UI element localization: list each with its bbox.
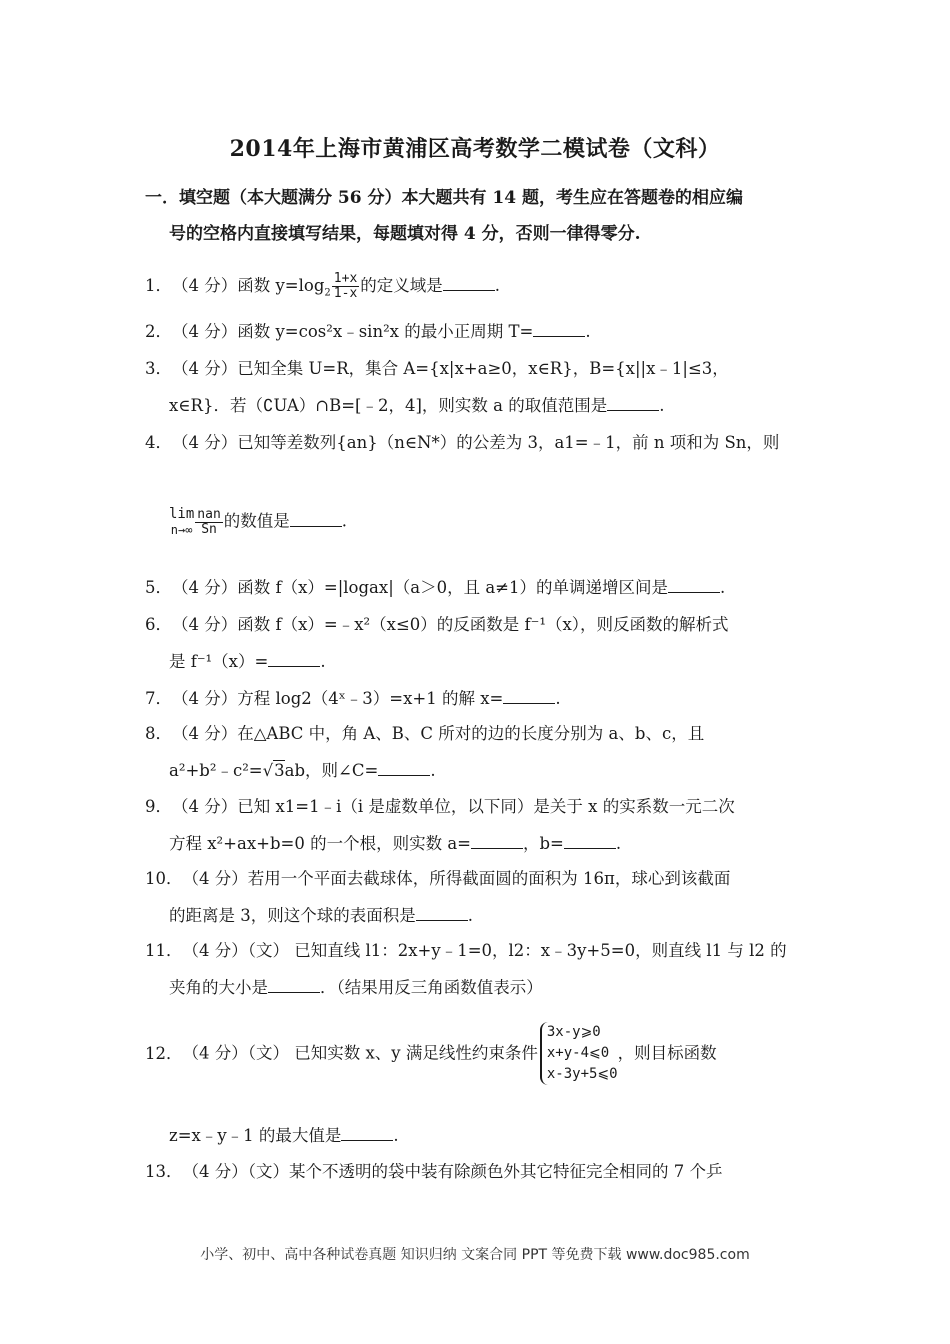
answer-blank[interactable]: [341, 1126, 393, 1141]
question-3-cont: [169, 396, 831, 416]
question-7: [145, 689, 807, 709]
punctuation: .: [555, 689, 561, 708]
question-6: [145, 615, 807, 635]
fraction-numerator: 1+x: [333, 271, 358, 286]
fraction-denominator: 1-x: [333, 286, 358, 301]
question-text: ．（结果用反三角函数值表示）: [320, 978, 543, 997]
punctuation: .: [494, 276, 501, 295]
limit-subscript: n→∞: [170, 523, 193, 537]
punctuation: .: [341, 511, 348, 531]
fraction-numerator: nan: [197, 506, 221, 522]
question-number: 10．: [145, 869, 183, 888]
sqrt-radicand: 3: [274, 761, 285, 780]
question-12: [145, 1022, 807, 1085]
question-number: 5．: [145, 578, 172, 597]
question-text: ab，则∠C=: [284, 761, 379, 780]
answer-blank-b[interactable]: [564, 834, 616, 849]
punctuation: .: [430, 761, 436, 780]
question-text: 的距离是 3，则这个球的表面积是: [169, 906, 416, 925]
section-instructions: [145, 180, 807, 252]
question-2: [145, 322, 807, 342]
answer-blank[interactable]: [268, 978, 320, 993]
question-text: 是 f⁻¹（x）=: [169, 652, 269, 671]
punctuation: .: [467, 906, 473, 925]
answer-blank[interactable]: [607, 396, 659, 411]
question-number: 13．: [145, 1162, 183, 1181]
answer-blank[interactable]: [416, 906, 468, 921]
constraint-3: x-3y+5⩽0: [546, 1066, 618, 1082]
punctuation: .: [720, 578, 726, 597]
question-11-cont: [169, 978, 831, 998]
question-text: z=x﹣y﹣1 的最大值是: [169, 1126, 342, 1145]
question-text: 的数值是: [223, 511, 290, 531]
question-10-cont: [169, 906, 831, 926]
question-8: [145, 724, 807, 744]
question-9-cont: [169, 834, 831, 854]
question-text: （4 分）在△ABC 中，角 A、B、C 所对的边的长度分别为 a、b、c，且: [172, 724, 705, 743]
question-text: （4 分）（文） 已知实数 x、y 满足线性约束条件: [182, 1043, 538, 1063]
question-text: 的定义域是: [360, 276, 443, 295]
question-number: 11．: [145, 941, 183, 960]
answer-blank[interactable]: [290, 512, 342, 527]
question-text: ，则目标函数: [617, 1043, 717, 1063]
question-8-cont: [169, 761, 831, 781]
question-text: （4 分）已知全集 U=R，集合 A={x|x+a≥0，x∈R}，B={x||x﹣1|≤3，: [172, 359, 729, 378]
question-text: （4 分）若用一个平面去截球体，所得截面圆的面积为 16π，球心到该截面: [182, 869, 731, 888]
punctuation: .: [659, 396, 665, 415]
limit-label: lim: [169, 506, 195, 522]
constraint-system: [540, 1022, 618, 1085]
question-number: 1．: [145, 276, 172, 295]
question-text: （4 分）函数 y=cos²x﹣sin²x 的最小正周期 T=: [172, 322, 534, 341]
question-number: 2．: [145, 322, 172, 341]
punctuation: .: [585, 322, 591, 341]
answer-blank-a[interactable]: [471, 834, 523, 849]
question-number: 8．: [145, 724, 172, 743]
question-4: [145, 433, 807, 453]
page-footer: 小学、初中、高中各种试卷真题 知识归纳 文案合同 PPT 等免费下载 www.doc985.com: [200, 1247, 750, 1263]
question-4-cont: [169, 506, 831, 538]
question-number: 7．: [145, 689, 172, 708]
question-3: [145, 359, 807, 379]
question-number: 4．: [145, 433, 172, 452]
question-6-cont: [169, 652, 831, 672]
answer-blank[interactable]: [378, 761, 430, 776]
fraction: [195, 508, 222, 537]
question-10: [145, 869, 807, 889]
question-text: 方程 x²+ax+b=0 的一个根，则实数 a=: [169, 834, 471, 853]
sqrt-icon: √: [262, 761, 274, 780]
punctuation: .: [393, 1126, 399, 1145]
question-text: a²+b²﹣c²=: [169, 761, 263, 780]
punctuation: .: [320, 652, 326, 671]
constraint-1: 3x-y⩾0: [546, 1024, 601, 1040]
section-line-1: 一．填空题（本大题满分 56 分）本大题共有 14 题，考生应在答题卷的相应编: [145, 188, 743, 208]
constraint-2: x+y-4⩽0: [546, 1045, 610, 1061]
question-12-cont: [169, 1126, 831, 1146]
question-text: （4 分）函数 y=log: [172, 276, 325, 295]
punctuation: .: [615, 834, 622, 853]
question-text: （4 分）已知 x1=1﹣i（i 是虚数单位，以下同）是关于 x 的实系数一元二次: [172, 797, 735, 816]
page-title: 2014年上海市黄浦区高考数学二模试卷（文科）: [229, 136, 721, 162]
question-13: [145, 1162, 807, 1182]
question-text: （4 分）函数 f（x）=|logax|（a＞0，且 a≠1）的单调递增区间是: [172, 578, 668, 597]
question-text: x∈R}．若（∁UA）∩B=[﹣2，4]，则实数 a 的取值范围是: [169, 396, 608, 415]
section-line-2: 号的空格内直接填写结果，每题填对得 4 分，否则一律得零分.: [169, 224, 641, 244]
fraction-denominator: Sn: [201, 521, 217, 537]
question-text: （4 分）已知等差数列{an}（n∈N*）的公差为 3，a1=﹣1，前 n 项和为 Sn，则: [172, 433, 780, 452]
question-9: [145, 797, 807, 817]
question-text: 夹角的大小是: [169, 978, 268, 997]
question-text: （4 分）函数 f（x）=﹣x²（x≤0）的反函数是 f⁻¹（x），则反函数的解析式: [172, 615, 729, 634]
answer-blank[interactable]: [668, 578, 720, 593]
question-5: [145, 578, 807, 598]
question-1: [145, 272, 807, 303]
answer-blank[interactable]: [503, 689, 555, 704]
answer-blank[interactable]: [533, 322, 585, 337]
answer-blank[interactable]: [443, 276, 495, 291]
answer-blank[interactable]: [268, 652, 320, 667]
question-number: 3．: [145, 359, 172, 378]
question-text: ，b=: [523, 834, 564, 853]
question-11: [145, 941, 807, 961]
limit-expression: [169, 506, 194, 538]
fraction: [332, 272, 359, 301]
log-base: 2: [324, 287, 331, 299]
question-text: （4 分）（文） 已知直线 l1：2x+y﹣1=0，l2：x﹣3y+5=0，则直线 l1 与 l2 的: [182, 941, 787, 960]
question-number: 6．: [145, 615, 172, 634]
question-text: （4 分）（文）某个不透明的袋中装有除颜色外其它特征完全相同的 7 个乒: [182, 1162, 723, 1181]
question-number: 9．: [145, 797, 172, 816]
question-text: （4 分）方程 log2（4ˣ﹣3）=x+1 的解 x=: [172, 689, 504, 708]
question-number: 12．: [145, 1043, 183, 1063]
